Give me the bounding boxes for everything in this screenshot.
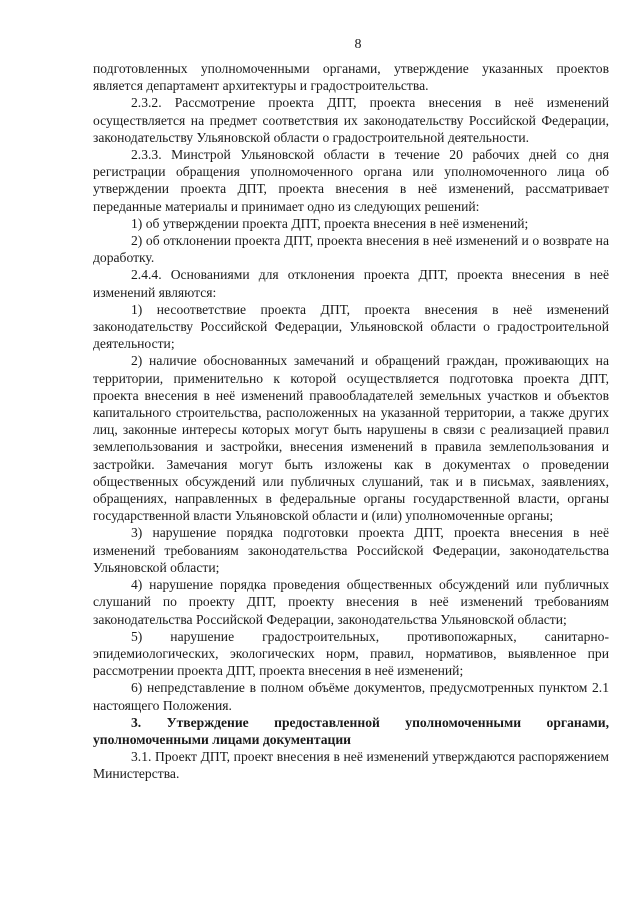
list-item-ground-5: 5) нарушение градостроительных, противопожарных, санитарно-эпидемиологических, экологических норм, правил, нормативов, выявленное при рассмотрении проекта ДПТ, проекта внесения в неё изменений; [93, 628, 609, 679]
list-item-ground-4: 4) нарушение порядка проведения общественных обсуждений или публичных слушаний по проекту ДПТ, проекту внесения в неё изменений требованиям законодательства Российской Федерации, законодательства Ульяновской области; [93, 577, 609, 627]
paragraph-2-3-2: 2.3.2. Рассмотрение проекта ДПТ, проекта внесения в неё изменений осуществляется на предмет соответствия их законодательству Российской Федерации, законодательству Ульяновской области о градостроительной деятельности. [93, 95, 609, 145]
page-number: 8 [354, 37, 362, 52]
list-item-decision-1: 1) об утверждении проекта ДПТ, проекта внесения в неё изменений; [131, 215, 529, 231]
paragraph-2-4-4: 2.4.4. Основаниями для отклонения проекта ДПТ, проекта внесения в неё изменений являются: [93, 267, 609, 300]
paragraph-continuation: подготовленных уполномоченными органами, утверждение указанных проектов является департамент архитектуры и градостроительства. [93, 61, 609, 94]
list-item-ground-2: 2) наличие обоснованных замечаний и обращений граждан, проживающих на территории, применительно к которой осуществляется подготовка проекта ДПТ, проекта внесения в неё изменений правообладателей земельных участков и объектов капитального строительства, расположенных на указанной территории, а также других лиц, законные интересы которых могут быть нарушены в связи с реализацией правил землепользования и застройки, внесения изменений в правила землепользования и застройки. Замечания могут быть изложены как в документах о проведении общественных обсуждений или публичных слушаний, так и в письмах, заявлениях, обращениях, направленных в федеральные органы государственной власти, органы государственной власти Ульяновской области и (или) уполномоченные органы; [93, 353, 609, 524]
document-body [93, 60, 609, 783]
list-item-ground-3: 3) нарушение порядка подготовки проекта ДПТ, проекта внесения в неё изменений требованиям законодательства Российской Федерации, законодательства Ульяновской области; [93, 525, 609, 575]
list-item-ground-6: 6) непредставление в полном объёме документов, предусмотренных пунктом 2.1 настоящего Положения. [93, 680, 609, 713]
section-heading-3: 3. Утверждение предоставленной уполномоченными органами, уполномоченными лицами документации [93, 714, 609, 747]
paragraph-2-3-3: 2.3.3. Минстрой Ульяновской области в течение 20 рабочих дней со дня регистрации обращения уполномоченного органа или уполномоченного лица об утверждении проекта ДПТ, проекта внесения в неё изменений, рассматривает переданные материалы и принимает одно из следующих решений: [93, 147, 609, 214]
paragraph-3-1: 3.1. Проект ДПТ, проект внесения в неё изменений утверждаются распоряжением Министерства. [93, 749, 609, 782]
list-item-decision-2: 2) об отклонении проекта ДПТ, проекта внесения в неё изменений и о возврате на доработку. [93, 233, 609, 266]
list-item-ground-1: 1) несоответствие проекта ДПТ, проекта внесения в неё изменений законодательству Российской Федерации, Ульяновской области о градостроительной деятельности; [93, 301, 609, 352]
